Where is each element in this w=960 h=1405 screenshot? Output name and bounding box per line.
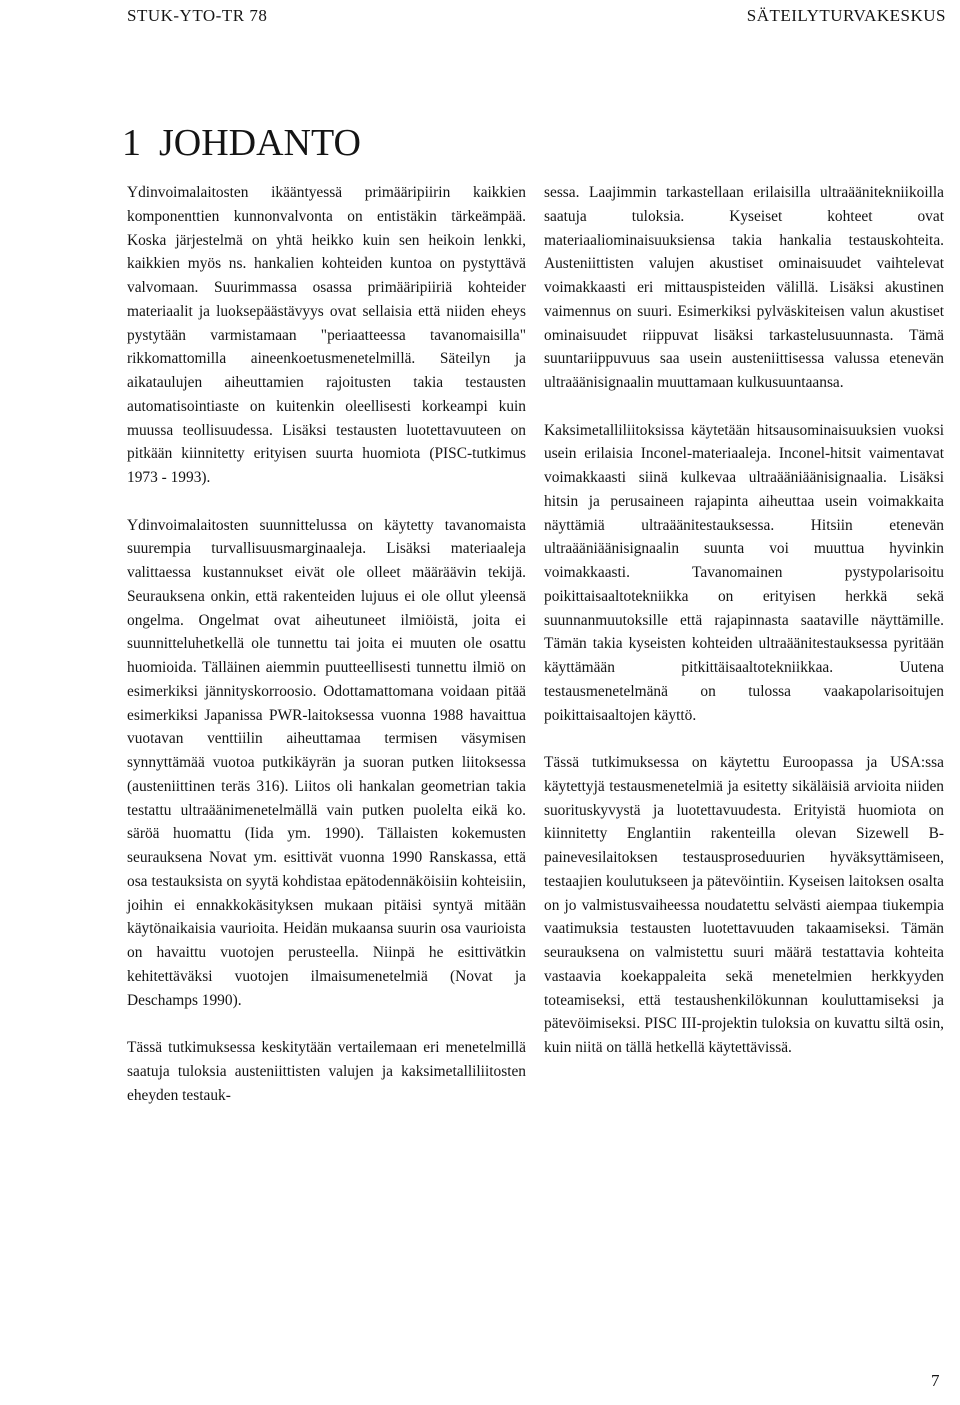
- page-number: 7: [931, 1371, 940, 1390]
- page-header: [0, 6, 960, 30]
- publisher-name: SÄTEILYTURVAKESKUS: [746, 6, 946, 25]
- section-number: 1: [122, 122, 141, 165]
- paragraph: sessa. Laajimmin tarkastellaan erilaisilla ultraäänitekniikoilla saatuja tuloksia. Kyseiset kohteet ovat materiaaliominaisuuksiensa takia hankalia testauskohteita. Austeniittisten valujen akustiset ominaisuudet vaihtelevat voimakkaasti eri mittauspisteiden välillä. Lisäksi akustinen vaimennus on suuri. Esimerkiksi pylväskiteisen valun akustiset ominaisuudet riippuvat lisäksi tarkastelusuunnasta. Tämä suuntariippuvuus saa usein austeniittisessa valussa etenevän ultraäänisignaalin muuttamaan kulkusuuntaansa.: [544, 184, 944, 391]
- section-heading: [122, 121, 361, 165]
- paragraph: Ydinvoimalaitosten ikääntyessä primääripiirin kaikkien komponenttien kunnonvalvonta on entistäkin tärkeämpää. Koska järjestelmä on yhtä heikko kuin sen heikoin lenkki, kaikkien myös ns. hankalien kohteiden kuntoa on pystyttävä valvomaan. Suurimmassa osassa primääripiiriä kohteider materiaalit ja luoksepäästävyys ovat sellaisia että niiden eheys pystytään varmistamaan "periaatteessa tavanomaisilla" rikkomattomilla aineenkoetusmenetelmillä. Säteilyn ja aikataulujen aiheuttamien rajoitusten takia testausten automatisointiaste on kuitenkin oleellisesti korkeampi kuin muussa teollisuudessa. Lisäksi testausten luotettavuuteen on pitkään kiinnitetty erityisen suurta huomiota (PISC-tutkimus 1973 - 1993).: [127, 184, 526, 486]
- paragraph: Tässä tutkimuksessa keskitytään vertailemaan eri menetelmillä saatuja tuloksia austeniittisten valujen ja kaksimetalliliitosten eheyden testauk-: [127, 1039, 526, 1104]
- section-title: JOHDANTO: [159, 122, 361, 165]
- paragraph: Ydinvoimalaitosten suunnittelussa on käytetty tavanomaista suurempia turvallisuusmarginaaleja. Lisäksi materiaaleja valittaessa kustannukset eivät ole olleet määräävin tekijä. Seurauksena onkin, että rakenteiden lujuus ei ole ollut yleensä ongelma. Ongelmat ovat aiheutuneet ilmiöistä, joita ei suunnitteluhetkellä ole tunnettu tai joita ei muuten ole osattu huomioida. Tälläinen aiemmin puutteellisesti tunnettu ilmiö on esimerkiksi jännityskorroosio. Odottamattomana voidaan pitää esimerkiksi Japanissa PWR-laitoksessa vuonna 1988 havaittua vuotavan venttiilin aiheuttamaa termisen väsymisen synnyttämää vuotoa putkikäyrän ja suoran putken liitoksessa (austeniittinen teräs 316). Liitos oli hankalan geometrian takia testattu ultraäänimenetelmällä vain putken puolelta eikä ko. säröä huomattu (Iida ym. 1990). Tällaisten kokemusten seurauksena Novat ym. esittivät vuonna 1990 Ranskassa, että osa testauksista on syytä kohdistaa epätodennäköisiin kohteisiin, joihin ei ennakkokäsityksen mukaan pitäisi syntyä mitään käytönaikaisia vaurioita. Heidän mukaansa suurin osa vaurioista on havaittu vuotojen perusteella. Niinpä he esittivätkin kehitettäväksi vuotojen ilmaisumenetelmiä (Novat ja Deschamps 1990).: [127, 516, 526, 1009]
- report-id: STUK-YTO-TR 78: [127, 6, 268, 25]
- right-column: [544, 181, 944, 1060]
- paragraph: Tässä tutkimuksessa on käytettu Euroopassa ja USA:ssa käytettyjä testausmenetelmiä ja esitetty sikäläisiä arvioita niiden suorituskyvystä ja luotettavuudesta. Erityistä huomiota on kiinnitetty Englantiin rakenteilla olevan Sizewell B-painevesilaitoksen testausproseduurien hyväksyttämiseen, testaajien koulutukseen ja pätevöintiin. Kyseisen laitoksen osalta on jo valmistusvaiheessa noudatettu selvästi aiempaa tiukempia vaatimuksia testausten luotettavuuden takaamiseksi. Tämän seurauksena on valmistettu suuri määrä testattavia kohteita vastaavia koekappaleita sekä menetelmien herkkyyden toteamiseksi, että testaushenkilökunnan kouluttamiseksi ja pätevöimiseksi. PISC III-projektin tuloksia on kuvattu siltä osin, kuin niitä on tällä hetkellä käytettävissä.: [544, 754, 944, 1056]
- paragraph: Kaksimetalliliitoksissa käytetään hitsausominaisuuksien vuoksi usein erilaisia Inconel-materiaaleja. Inconel-hitsit vaimentavat voimakkaasti siinä kulkevaa ultraääniäänisignaalia. Lisäksi hitsin ja perusaineen rajapinta aiheuttaa usein voimakkaita näyttämiä ultraäänitestauksessa. Hitsiin etenevän ultraääniäänisignaalin suunta voi muuttua hyvinkin voimakkaasti. Tavanomainen pystypolarisoitu poikittaisaaltotekniikka on erityisen herkkä sekä suunnanmuutoksille että rajapinnasta saataville näyttämille. Tämän takia kyseisten kohteiden ultraäänitestauksessa pyritään käyttämään pitkittäisaaltotekniikkaa. Uutena testausmenetelmänä on tulossa vaakapolarisoitujen poikittaisaaltojen käyttö.: [544, 421, 944, 724]
- left-column: [127, 181, 526, 1107]
